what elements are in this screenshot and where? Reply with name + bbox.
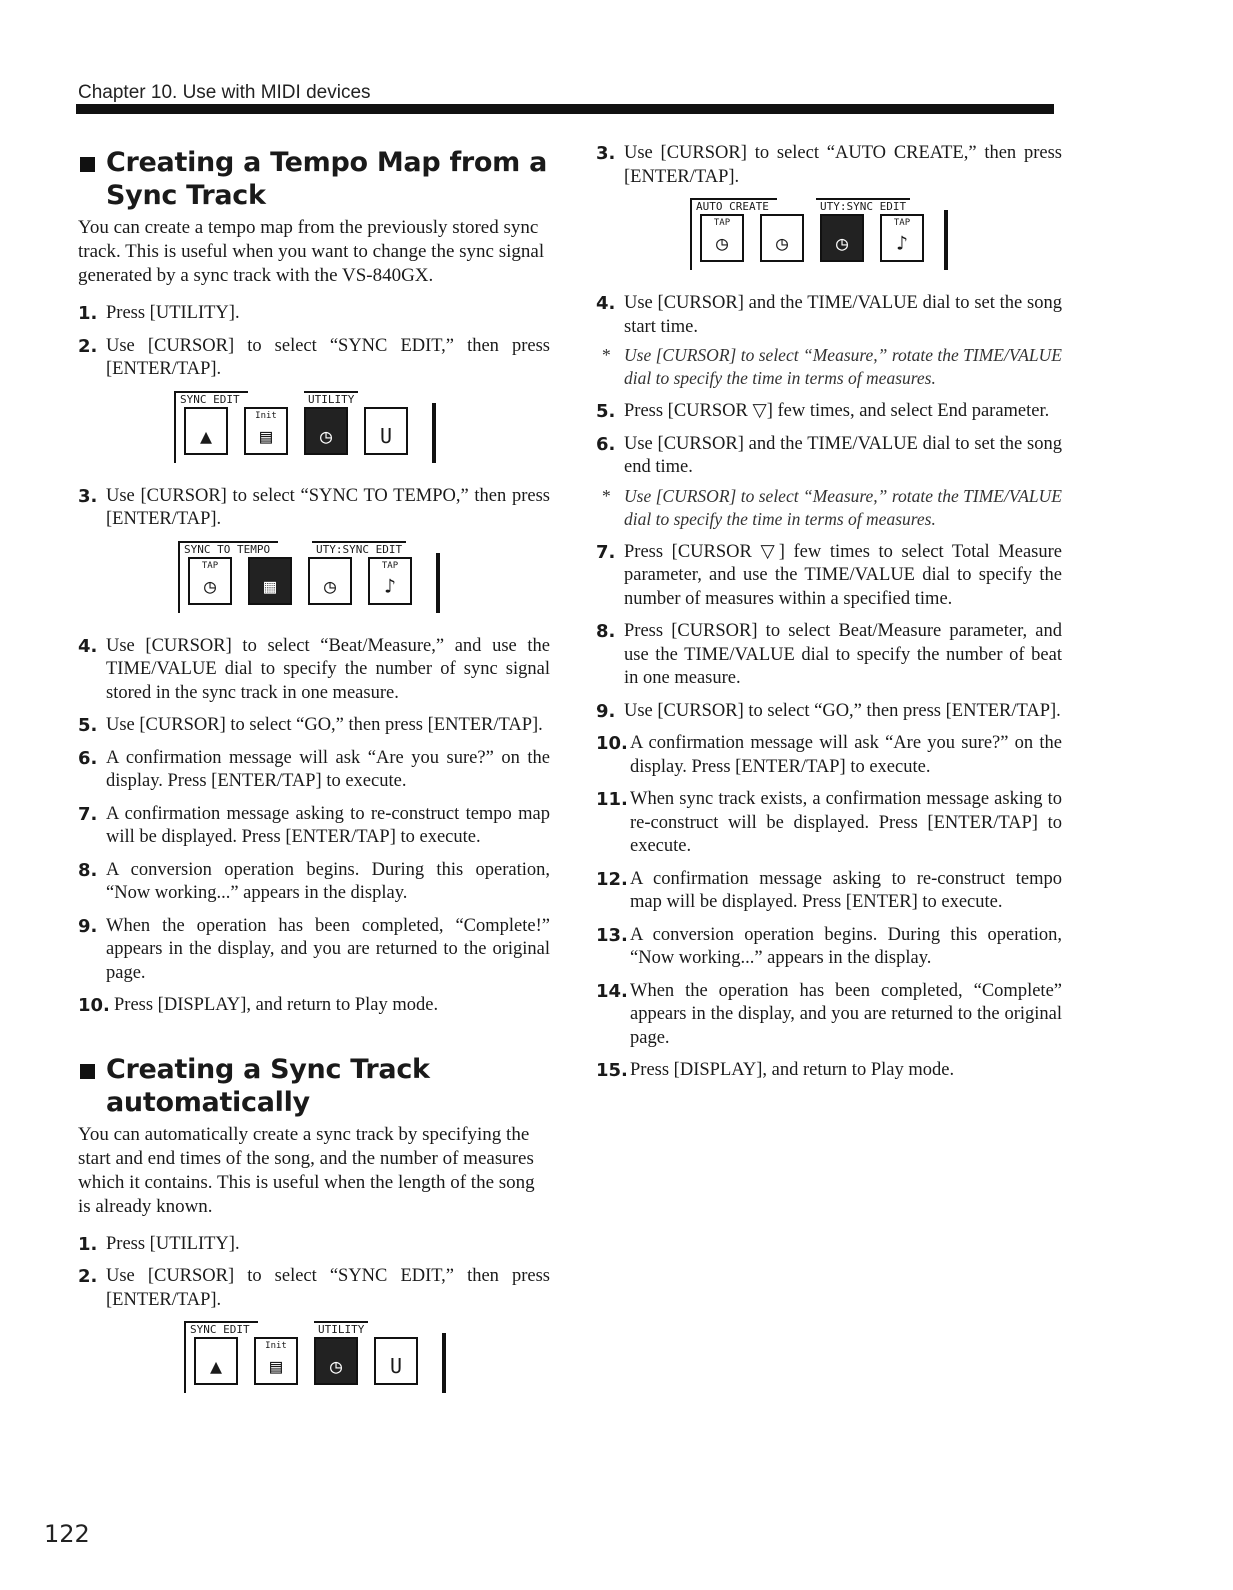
step-item: 7. A confirmation message asking to re-construct tempo map will be displayed. Press [ENTER/TAP] to execute. xyxy=(78,803,550,847)
utility-icon: U xyxy=(364,407,408,455)
header-rule xyxy=(76,104,1054,114)
step-item: 4. Use [CURSOR] and the TIME/VALUE dial to set the song start time. xyxy=(596,293,1062,337)
step-item: 12. A confirmation message asking to re-construct tempo map will be displayed. Press [ENTER] to execute. xyxy=(596,868,1062,912)
clock-icon: ◷ xyxy=(820,214,864,262)
step-item: 5. Press [CURSOR ▽] few times, and select End parameter. xyxy=(596,401,1050,422)
metronome-icon: ◷ xyxy=(308,557,352,605)
tap-tempo-icon: TAP ♪ xyxy=(368,557,412,605)
step-item: 1. Press [UTILITY]. xyxy=(78,1233,240,1255)
lcd-sync-edit-2: SYNC EDIT UTILITY ▲ Init ▤ ◷ U xyxy=(184,1321,446,1395)
metronome-icon: ◷ xyxy=(760,214,804,262)
step-item: 5. Use [CURSOR] to select “GO,” then press [ENTER/TAP]. xyxy=(78,715,543,736)
grid-icon: ▦ xyxy=(248,557,292,605)
step-item: 2. Use [CURSOR] to select “SYNC EDIT,” then press [ENTER/TAP]. xyxy=(78,335,550,379)
lcd-auto-create: AUTO CREATE UTY:SYNC EDIT TAP ◷ ◷ ◷ TAP ♪ xyxy=(690,198,948,272)
step-item: 3. Use [CURSOR] to select “SYNC TO TEMPO,” then press [ENTER/TAP]. xyxy=(78,485,550,529)
sync-icon: ▲ xyxy=(184,407,228,455)
step-item: 9. Use [CURSOR] to select “GO,” then press [ENTER/TAP]. xyxy=(596,700,1061,722)
utility-icon: U xyxy=(374,1337,418,1385)
section2-steps xyxy=(78,1233,550,1313)
clock-icon: ◷ xyxy=(314,1337,358,1385)
note: * Use [CURSOR] to select “Measure,” rotate the TIME/VALUE dial to specify the time in terms of measures. xyxy=(602,485,1062,529)
step-item: 7. Press [CURSOR ▽] few times to select Total Measure parameter, and use the TIME/VALUE dial to specify the number of measures within a specified time. xyxy=(596,541,1062,609)
step-item: 10. Press [DISPLAY], and return to Play mode. xyxy=(78,995,439,1016)
step-item: 10. A confirmation message will ask “Are you sure?” on the display. Press [ENTER/TAP] to execute. xyxy=(596,733,1062,777)
init-icon: Init ▤ xyxy=(254,1337,298,1385)
step-item: 4. Use [CURSOR] to select “Beat/Measure,” and use the TIME/VALUE dial to specify the number of sync signal stored in the sync track in one measure. xyxy=(78,635,550,703)
page-number: 122 xyxy=(44,1520,90,1548)
note: * Use [CURSOR] to select “Measure,” rotate the TIME/VALUE dial to specify the time in terms of measures. xyxy=(602,345,1062,388)
step-item: 9. When the operation has been completed, “Complete!” appears in the display, and you are returned to the original page. xyxy=(78,915,550,983)
lcd-sync-edit: SYNC EDIT UTILITY ▲ Init ▤ ◷ U xyxy=(174,391,436,465)
section2-intro: You can automatically create a sync track by specifying the start and end times of the song, and the number of measures which it contains. This is useful when the length of the song is already known. xyxy=(78,1123,535,1217)
step-item: 6. A confirmation message will ask “Are you sure?” on the display. Press [ENTER/TAP] to execute. xyxy=(78,747,550,791)
lcd-sync-to-tempo: SYNC TO TEMPO UTY:SYNC EDIT TAP ◷ ▦ ◷ TAP ♪ xyxy=(178,541,440,615)
bullet-square-icon xyxy=(80,157,95,172)
step-item: 11. When sync track exists, a confirmation message asking to re-construct will be displayed. Press [ENTER/TAP] to execute. xyxy=(596,789,1062,856)
section1-title: Creating a Tempo Map from a Sync Track xyxy=(78,146,550,212)
tap-tempo-icon: TAP ♪ xyxy=(880,214,924,262)
section2-title: Creating a Sync Track automatically xyxy=(78,1053,550,1119)
step-item: 8. A conversion operation begins. During this operation, “Now working...” appears in the display. xyxy=(78,859,550,903)
clock-icon: ◷ xyxy=(304,407,348,455)
tap-clock-icon: TAP ◷ xyxy=(700,214,744,262)
step-item: 6. Use [CURSOR] and the TIME/VALUE dial to set the song end time. xyxy=(596,433,1062,477)
step-item: 13. A conversion operation begins. During this operation, “Now working...” appears in the display. xyxy=(596,924,1062,968)
left-column xyxy=(78,146,550,1415)
right-column xyxy=(596,142,1062,1092)
chapter-header: Chapter 10. Use with MIDI devices xyxy=(78,82,371,103)
step-item: 3. Use [CURSOR] to select “AUTO CREATE,” then press [ENTER/TAP]. xyxy=(596,143,1062,187)
init-icon: Init ▤ xyxy=(244,407,288,455)
bullet-square-icon xyxy=(80,1064,95,1079)
sync-icon: ▲ xyxy=(194,1337,238,1385)
section1-steps xyxy=(78,302,550,382)
step-item: 15. Press [DISPLAY], and return to Play mode. xyxy=(596,1060,955,1081)
tap-clock-icon: TAP ◷ xyxy=(188,557,232,605)
step-item: 8. Press [CURSOR] to select Beat/Measure parameter, and use the TIME/VALUE dial to specify the number of beat in one measure. xyxy=(596,621,1062,688)
step-item: 14. When the operation has been completed, “Complete” appears in the display, and you are returned to the original page. xyxy=(596,980,1062,1048)
step-item: 2. Use [CURSOR] to select “SYNC EDIT,” then press [ENTER/TAP]. xyxy=(78,1266,550,1310)
section1-intro: You can create a tempo map from the previously stored sync track. This is useful when you want to change the sync signal generated by a sync track with the VS-840GX. xyxy=(78,217,545,286)
step-item: 1. Press [UTILITY]. xyxy=(78,303,240,324)
